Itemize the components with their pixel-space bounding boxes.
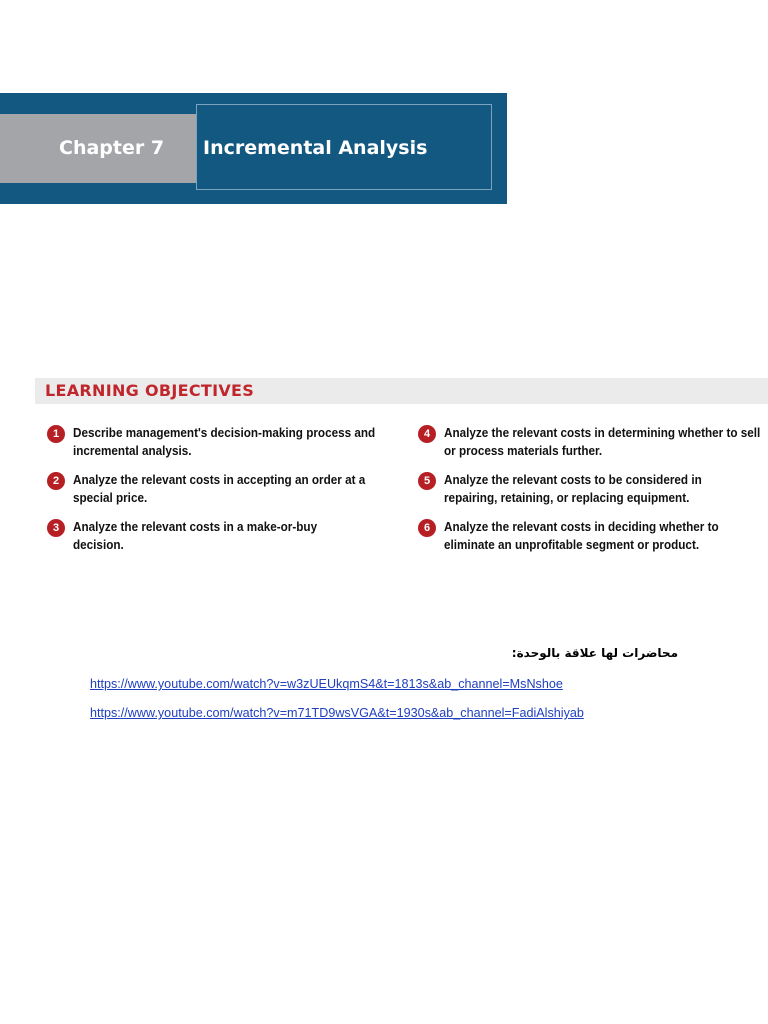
related-lectures-heading: محاضرات لها علاقة بالوحدة: bbox=[511, 646, 678, 660]
objective-number-badge: 4 bbox=[418, 425, 436, 443]
objective-text: Analyze the relevant costs in determining whether to sell or process materials further. bbox=[444, 426, 761, 458]
objective-number-badge: 6 bbox=[418, 519, 436, 537]
objective-text: Analyze the relevant costs in a make-or-buy decision. bbox=[73, 520, 318, 552]
chapter-title-box bbox=[196, 104, 492, 190]
objective-text: Describe management's decision-making process and incremental analysis. bbox=[73, 426, 376, 458]
lecture-link-1[interactable]: https://www.youtube.com/watch?v=w3zUEUkqmS4&t=1813s&ab_channel=MsNshoe bbox=[90, 677, 563, 691]
objective-number-badge: 1 bbox=[47, 425, 65, 443]
objective-number-badge: 2 bbox=[47, 472, 65, 490]
objective-text: Analyze the relevant costs in accepting an order at a special price. bbox=[73, 473, 366, 505]
objective-number-badge: 5 bbox=[418, 472, 436, 490]
learning-objectives-header bbox=[35, 378, 768, 404]
learning-objectives-heading: LEARNING OBJECTIVES bbox=[45, 381, 255, 400]
objective-text: Analyze the relevant costs to be considered in repairing, retaining, or replacing equipment. bbox=[444, 473, 702, 505]
objective-text: Analyze the relevant costs in deciding whether to eliminate an unprofitable segment or product. bbox=[444, 520, 719, 552]
chapter-title: Incremental Analysis bbox=[203, 137, 428, 159]
chapter-label: Chapter 7 bbox=[0, 114, 197, 183]
lecture-link-2[interactable]: https://www.youtube.com/watch?v=m71TD9wsVGA&t=1930s&ab_channel=FadiAlshiyab bbox=[90, 706, 584, 720]
chapter-banner bbox=[0, 93, 507, 204]
objective-number-badge: 3 bbox=[47, 519, 65, 537]
